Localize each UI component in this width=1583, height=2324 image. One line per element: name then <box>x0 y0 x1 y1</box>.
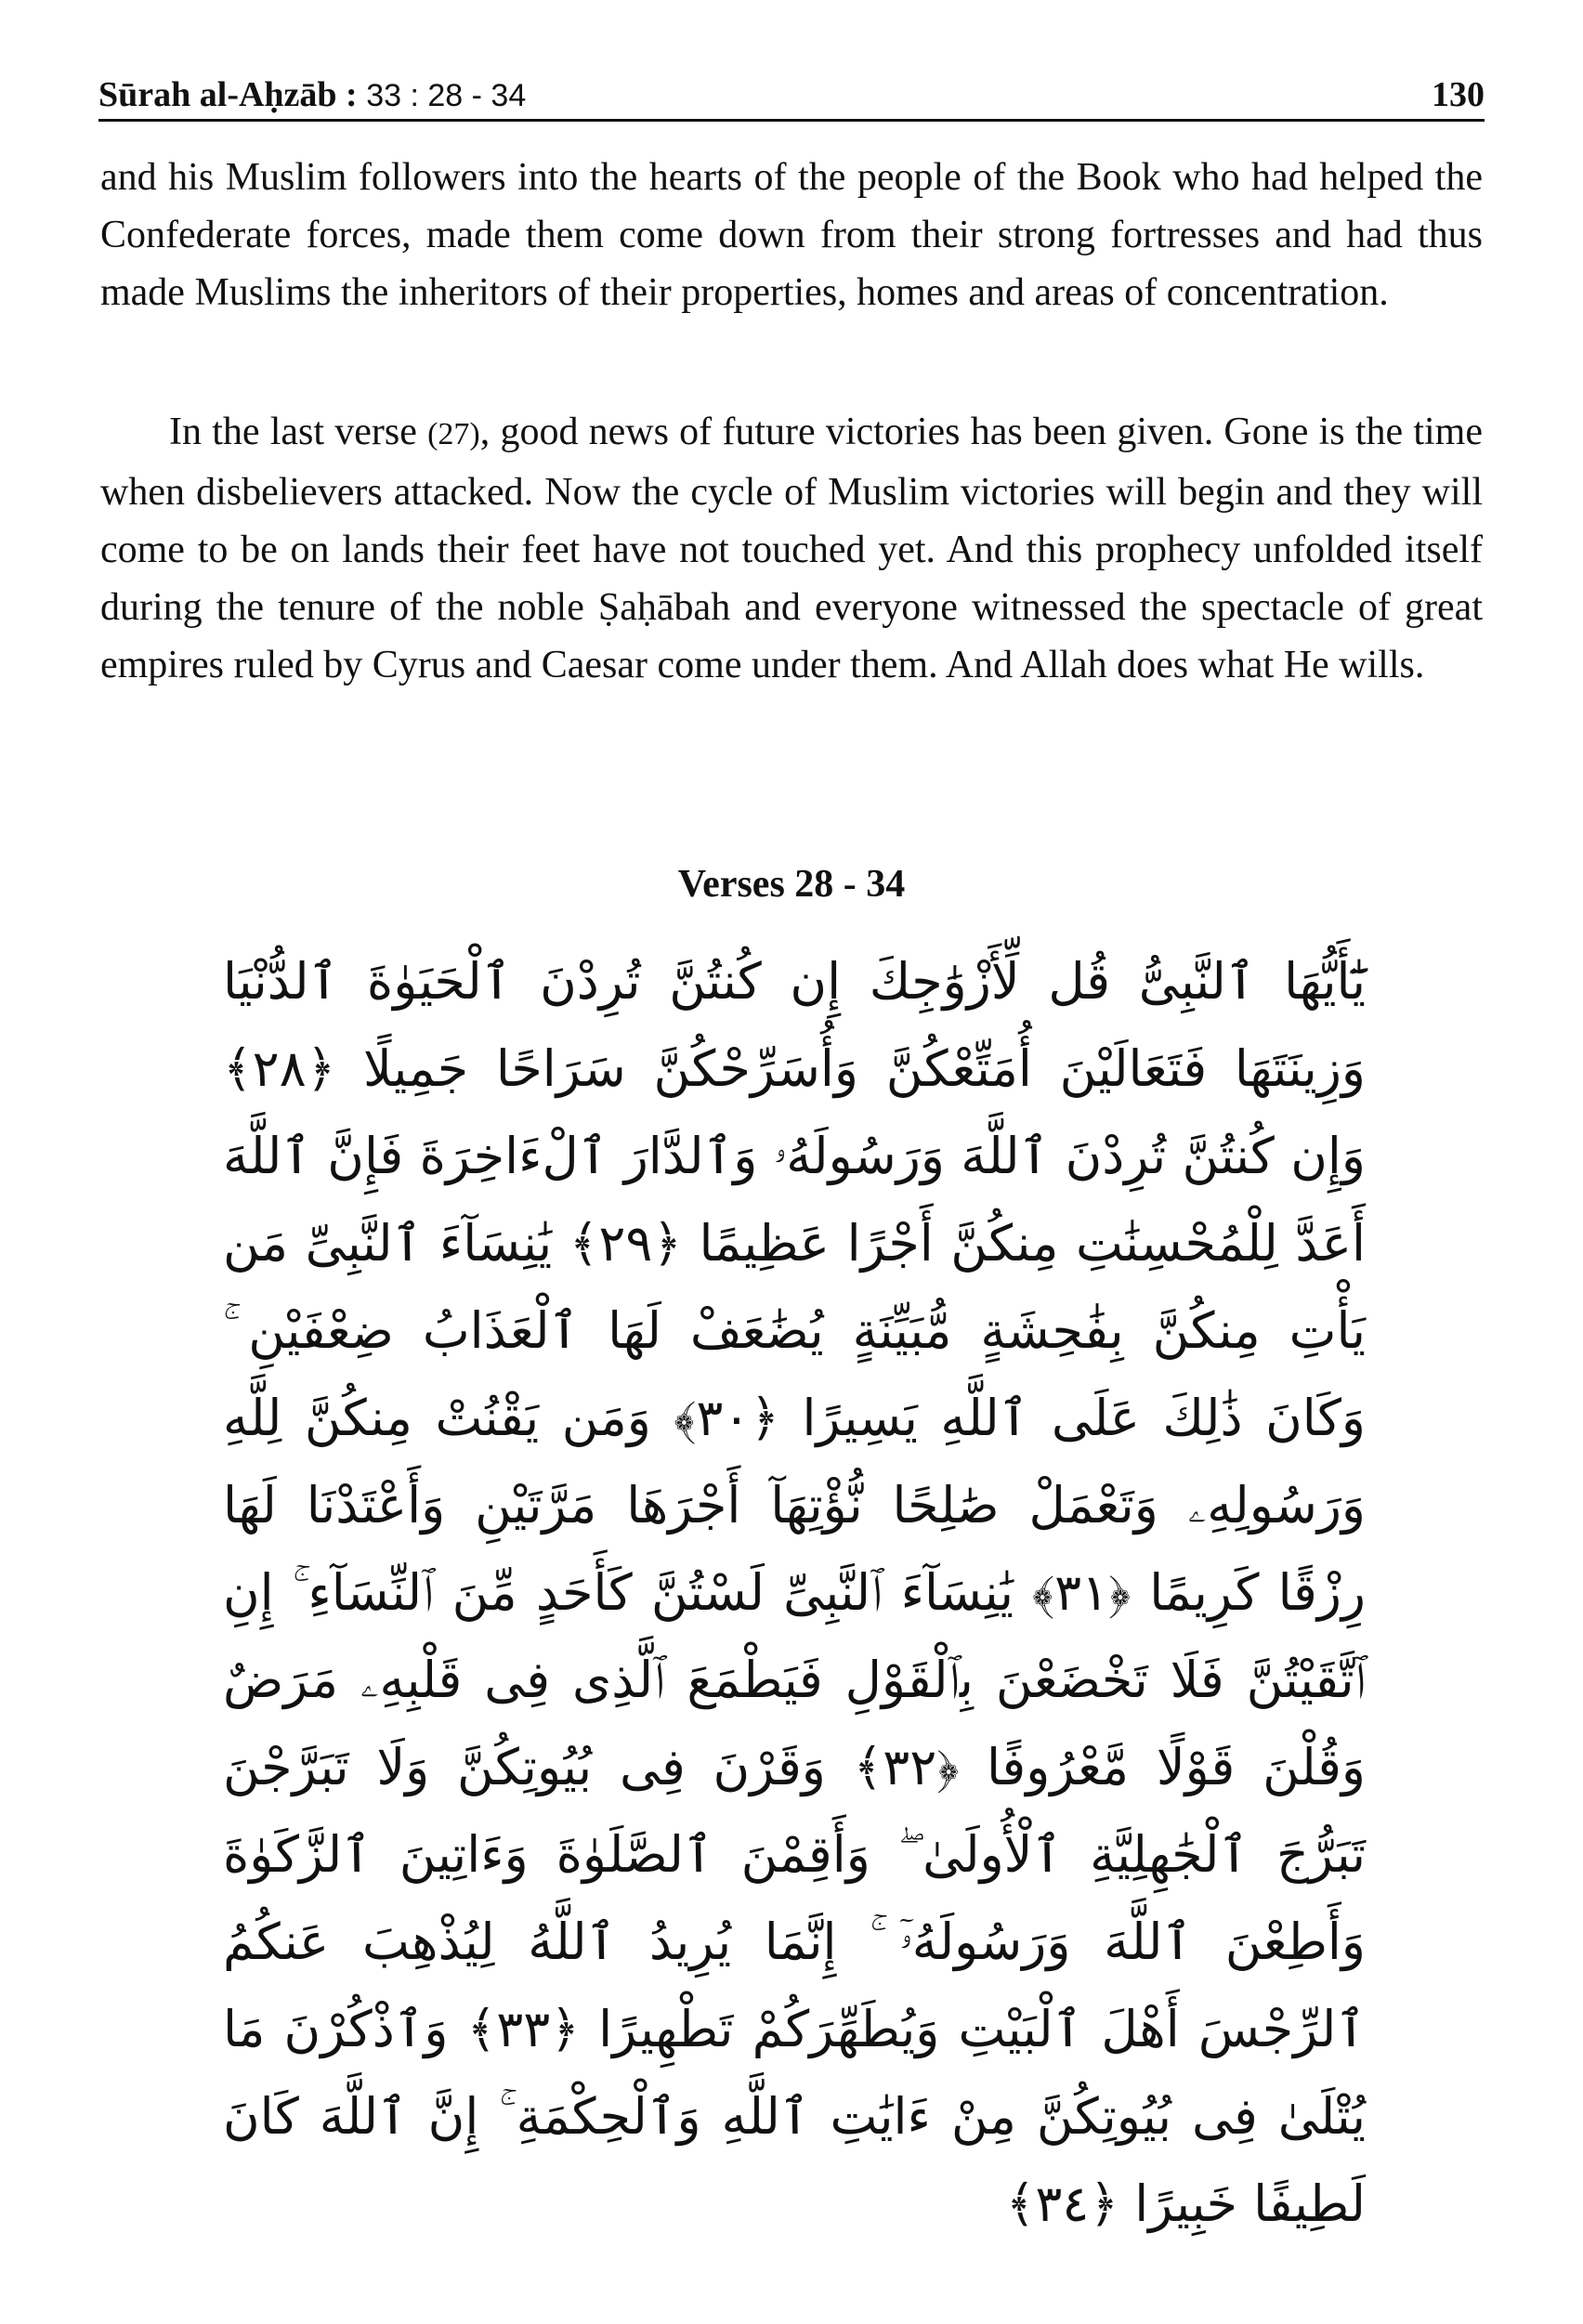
page-number: 130 <box>1432 75 1485 114</box>
section-heading: Verses 28 - 34 <box>677 863 906 906</box>
paragraph-continuation: and his Muslim followers into the hearts of the people of the Book who had helped the Confederate forces, made them come down from their strong fortresses and had thus made Muslims the inheritors of their properties, homes and areas of concentration. <box>100 156 1483 314</box>
paragraph-text-rest: , good news of future victories has been given. Gone is the time when disbelievers attacked. Now the cycle of Muslim victories will begin and they will come to be on lands their feet have not touched yet. And this prophecy unfolded itself during the tenure of the noble Ṣaḥābah and everyone witnessed the spectacle of great empires ruled by Cyrus and Caesar come under them. And Allah does what He wills. <box>100 411 1483 686</box>
verse-range: 33 : 28 - 34 <box>366 78 527 113</box>
header-divider <box>98 119 1485 122</box>
paragraph-verse-27-commentary <box>100 403 1483 694</box>
running-header <box>98 59 1485 115</box>
arabic-verses: يَٰٓأَيُّهَا ٱلنَّبِىُّ قُل لِّأَزْوَٰجِكَ إِن كُنتُنَّ تُرِدْنَ ٱلْحَيَوٰةَ ٱلدُّنْيَا وَزِينَتَهَا فَتَعَالَيْنَ أُمَتِّعْكُنَّ وَأُسَرِّحْكُنَّ سَرَاحًا جَمِيلًا ﴿٢٨﴾ وَإِن كُنتُنَّ تُرِدْنَ ٱللَّهَ وَرَسُولَهُۥ وَٱلدَّارَ ٱلْءَاخِرَةَ فَإِنَّ ٱللَّهَ أَعَدَّ لِلْمُحْسِنَٰتِ مِنكُنَّ أَجْرًا عَظِيمًا ﴿٢٩﴾ يَٰنِسَآءَ ٱلنَّبِىِّ مَن يَأْتِ مِنكُنَّ بِفَٰحِشَةٍ مُّبَيِّنَةٍ يُضَٰعَفْ لَهَا ٱلْعَذَابُ ضِعْفَيْنِ ۚ وَكَانَ ذَٰلِكَ عَلَى ٱللَّهِ يَسِيرًا ﴿٣٠﴾ وَمَن يَقْنُتْ مِنكُنَّ لِلَّهِ وَرَسُولِهِۦ وَتَعْمَلْ صَٰلِحًا نُّؤْتِهَآ أَجْرَهَا مَرَّتَيْنِ وَأَعْتَدْنَا لَهَا رِزْقًا كَرِيمًا ﴿٣١﴾ يَٰنِسَآءَ ٱلنَّبِىِّ لَسْتُنَّ كَأَحَدٍ مِّنَ ٱلنِّسَآءِ ۚ إِنِ ٱتَّقَيْتُنَّ فَلَا تَخْضَعْنَ بِٱلْقَوْلِ فَيَطْمَعَ ٱلَّذِى فِى قَلْبِهِۦ مَرَضٌ وَقُلْنَ قَوْلًا مَّعْرُوفًا ﴿٣٢﴾ وَقَرْنَ فِى بُيُوتِكُنَّ وَلَا تَبَرَّجْنَ تَبَرُّجَ ٱلْجَٰهِلِيَّةِ ٱلْأُولَىٰ ۖ وَأَقِمْنَ ٱلصَّلَوٰةَ وَءَاتِينَ ٱلزَّكَوٰةَ وَأَطِعْنَ ٱللَّهَ وَرَسُولَهُۥٓ ۚ إِنَّمَا يُرِيدُ ٱللَّهُ لِيُذْهِبَ عَنكُمُ ٱلرِّجْسَ أَهْلَ ٱلْبَيْتِ وَيُطَهِّرَكُمْ تَطْهِيرًا ﴿٣٣﴾ وَٱذْكُرْنَ مَا يُتْلَىٰ فِى بُيُوتِكُنَّ مِنْ ءَايَٰتِ ٱللَّهِ وَٱلْحِكْمَةِ ۚ إِنَّ ٱللَّهَ كَانَ لَطِيفًا خَبِيرًا ﴿٣٤﴾ <box>223 952 1366 2233</box>
verse-reference: (27) <box>427 417 480 451</box>
surah-name: Sūrah al-Aḥzāb : <box>98 75 367 114</box>
paragraph-text-start: In the last verse <box>169 411 428 453</box>
header-title <box>98 74 526 115</box>
